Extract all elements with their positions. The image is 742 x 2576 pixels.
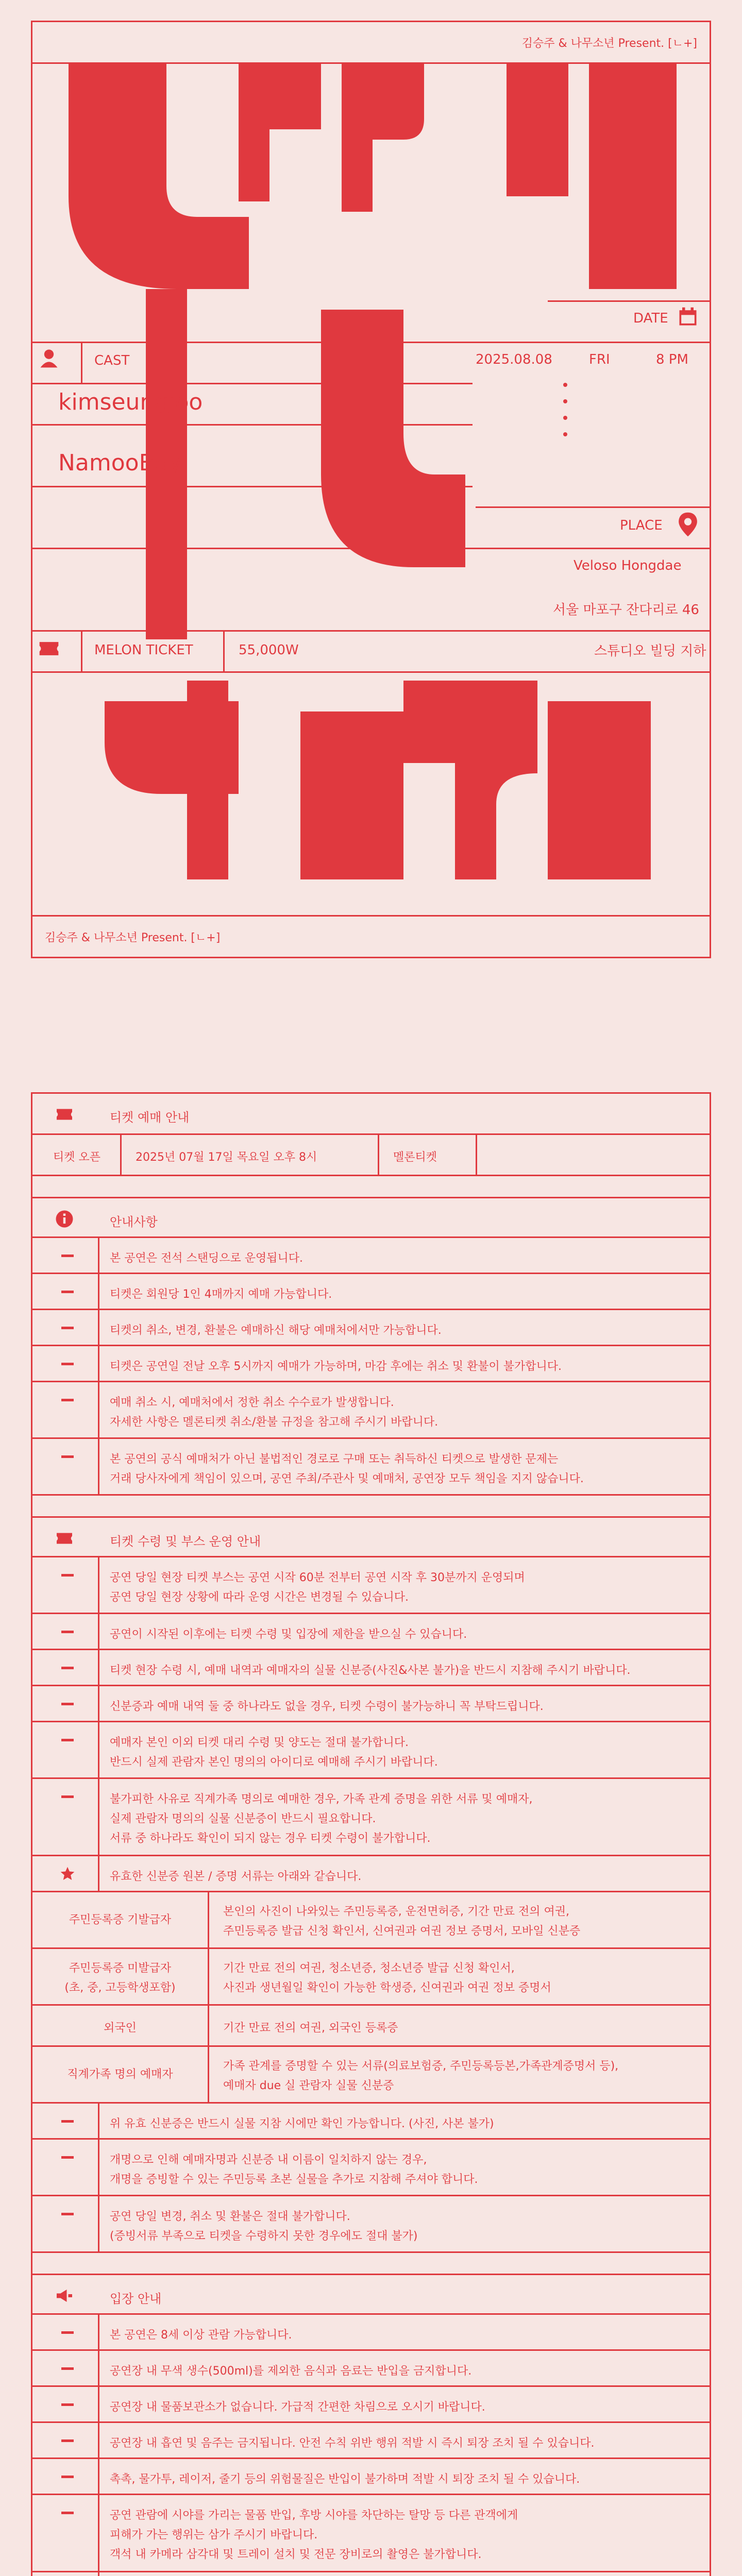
pickup-item: 공연이 시작된 이후에는 티켓 수령 및 입장에 제한을 받으실 수 있습니다. xyxy=(32,1614,710,1650)
date-value: 2025.08.08 xyxy=(476,352,552,367)
calendar-icon xyxy=(677,306,707,336)
ticket-open-row xyxy=(32,1135,710,1176)
loudspeaker-icon xyxy=(55,2286,74,2305)
pickup-item: 티켓 현장 수령 시, 예매 내역과 예매자의 실물 신분증(사진&사본 불가)을 반드시 지참해 주시기 바랍니다. xyxy=(32,1650,710,1686)
pickup-item: 위 유효 신분증은 반드시 실물 지참 시에만 확인 가능합니다. (사진, 사본 불가) xyxy=(32,2104,710,2140)
poster-footer xyxy=(32,915,710,957)
notice-item: 티켓은 공연일 전날 오후 5시까지 예매가 가능하며, 마감 후에는 취소 및 환불이 불가합니다. xyxy=(32,1346,710,1382)
notice-item: 예매 취소 시, 예매처에서 정한 취소 수수료가 발생합니다. 자세한 사항은 멜론티켓 취소/환불 규정을 참고해 주시기 바랍니다. xyxy=(32,1382,710,1439)
ticket-open-value: 2025년 07월 17일 목요일 오후 8시 xyxy=(136,1151,317,1164)
pickup-item: 불가피한 사유로 직계가족 명의로 예매한 경우, 가족 관계 증명을 위한 서류 및 예매자, 실제 관람자 명의의 실물 신분증이 반드시 필요합니다. 서류 중 하나라도 확인이 되지 않는 경우 티켓 수령이 불가합니다. xyxy=(32,1779,710,1856)
ticket-vendor[interactable]: 멜론티켓 xyxy=(393,1151,437,1164)
date-dots xyxy=(563,383,567,449)
time-value: 8 PM xyxy=(656,352,688,367)
ticket-icon xyxy=(38,637,69,668)
info-panel xyxy=(31,1092,711,2576)
place-address: 서울 마포구 잔다리로 46 xyxy=(553,602,699,618)
place-building: 스튜디오 빌딩 지하 xyxy=(594,643,706,659)
notice-title: 안내사항 xyxy=(110,1215,158,1229)
entry-item: 공연장 내 무색 생수(500ml)를 제외한 음식과 음료는 반입을 금지합니다. xyxy=(32,2351,710,2387)
day-value: FRI xyxy=(589,352,610,367)
pin-icon xyxy=(677,512,707,543)
cast-2: NamooBoy xyxy=(58,450,182,476)
poster-header-text: 김승주 & 나무소년 Present. [ㄴ+] xyxy=(521,37,697,50)
poster-header xyxy=(32,22,710,64)
ticket-icon xyxy=(55,1105,74,1124)
entry-title: 입장 안내 xyxy=(110,2292,162,2306)
entry-item: 공연장 내 흡연 및 음주는 금지됩니다. 안전 수칙 위반 행위 적발 시 즉시 퇴장 조치 될 수 있습니다. xyxy=(32,2423,710,2459)
ticketing-header xyxy=(32,1094,710,1135)
ticket-icon xyxy=(55,1529,74,1548)
id-row: 직계가족 명의 예매자 가족 관계를 증명할 수 있는 서류(의료보험증, 주민등록등본,가족관계증명서 등), 예매자 due 실 관람자 실물 신분증 xyxy=(32,2047,710,2104)
place-name: Veloso Hongdae xyxy=(574,558,682,573)
pickup-item: 개명으로 인해 예매자명과 신분증 내 이름이 일치하지 않는 경우, 개명을 증빙할 수 있는 주민등록 초본 실물을 추가로 지참해 주셔야 합니다. xyxy=(32,2140,710,2196)
entry-item: 본 공연은 8세 이상 관람 가능합니다. xyxy=(32,2315,710,2351)
pickup-item: 공연 당일 현장 티켓 부스는 공연 시작 60분 전부터 공연 시작 후 30분까지 운영되며 공연 당일 현장 상황에 따라 운영 시간은 변경될 수 있습니다. xyxy=(32,1557,710,1614)
ticket-price: 55,000W xyxy=(239,642,299,658)
notice-item: 본 공연의 공식 예매처가 아닌 불법적인 경로로 구매 또는 취득하신 티켓으로 발생한 문제는 거래 당사자에게 책임이 있으며, 공연 주최/주관사 및 예매처, 공연장 모두 책임을 지지 않습니다. xyxy=(32,1439,710,1496)
place-label: PLACE xyxy=(620,518,663,533)
entry-item: 공연 관람에 시야를 가리는 물품 반입, 후방 시야를 차단하는 탈망 등 다른 관객에게 피해가 가는 행위는 삼가 주시기 바랍니다. 객석 내 카메라 삼각대 및 트레이 설치 및 전문 장비로의 촬영은 불가합니다. xyxy=(32,2495,710,2572)
entry-item: 공연장 내 물품보관소가 없습니다. 가급적 간편한 차림으로 오시기 바랍니다. xyxy=(32,2387,710,2423)
cast-dots xyxy=(151,506,155,556)
info-icon xyxy=(55,1210,74,1228)
pickup-title: 티켓 수령 및 부스 운영 안내 xyxy=(110,1534,261,1549)
entry-item xyxy=(32,2572,710,2576)
notice-header xyxy=(32,1197,710,1238)
ticket-open-label: 티켓 오픈 xyxy=(53,1151,101,1164)
ticket-label: MELON TICKET xyxy=(94,642,193,658)
id-title-row: 유효한 신분증 원본 / 증명 서류는 아래와 같습니다. xyxy=(32,1856,710,1892)
notice-item: 본 공연은 전석 스탠딩으로 운영됩니다. xyxy=(32,1238,710,1274)
notice-item: 티켓의 취소, 변경, 환불은 예매하신 해당 예매처에서만 가능합니다. xyxy=(32,1310,710,1346)
entry-header xyxy=(32,2274,710,2315)
id-row: 주민등록증 기발급자 본인의 사진이 나와있는 주민등록증, 운전면허증, 기간 만료 전의 여권, 주민등록증 발급 신청 확인서, 신여권과 여권 정보 증명서, 모바일 신분증 xyxy=(32,1892,710,1949)
entry-item: 촉촉, 물가투, 레이저, 줄기 등의 위험물질은 반입이 불가하며 적발 시 퇴장 조치 될 수 있습니다. xyxy=(32,2459,710,2495)
date-label: DATE xyxy=(633,311,668,326)
pickup-item: 신분증과 예매 내역 둘 중 하나라도 없을 경우, 티켓 수령이 불가능하니 꼭 부탁드립니다. xyxy=(32,1686,710,1722)
pickup-item: 공연 당일 변경, 취소 및 환불은 절대 불가합니다. (증빙서류 부족으로 티켓을 수령하지 못한 경우에도 절대 불가) xyxy=(32,2196,710,2253)
pickup-header xyxy=(32,1516,710,1557)
id-row: 주민등록증 미발급자 (초, 중, 고등학생포함) 기간 만료 전의 여권, 청소년증, 청소년증 발급 신청 확인서, 사진과 생년월일 확인이 가능한 학생증, 신여권과 여권 정보 증명서 xyxy=(32,1949,710,2006)
cast-label: CAST xyxy=(94,353,130,368)
pickup-item: 예매자 본인 이외 티켓 대리 수령 및 양도는 절대 불가합니다. 반드시 실제 관람자 본인 명의의 아이디로 예매해 주시기 바랍니다. xyxy=(32,1722,710,1779)
notice-item: 티켓은 회원당 1인 4매까지 예매 가능합니다. xyxy=(32,1274,710,1310)
poster-footer-text: 김승주 & 나무소년 Present. [ㄴ+] xyxy=(45,931,221,944)
cast-1: kimseungjoo xyxy=(58,389,203,415)
poster xyxy=(31,21,711,958)
id-row: 외국인 기간 만료 전의 여권, 외국인 등록증 xyxy=(32,2006,710,2047)
ticketing-title: 티켓 예매 안내 xyxy=(110,1110,190,1125)
person-icon xyxy=(38,347,69,378)
star-icon xyxy=(59,1866,76,1882)
